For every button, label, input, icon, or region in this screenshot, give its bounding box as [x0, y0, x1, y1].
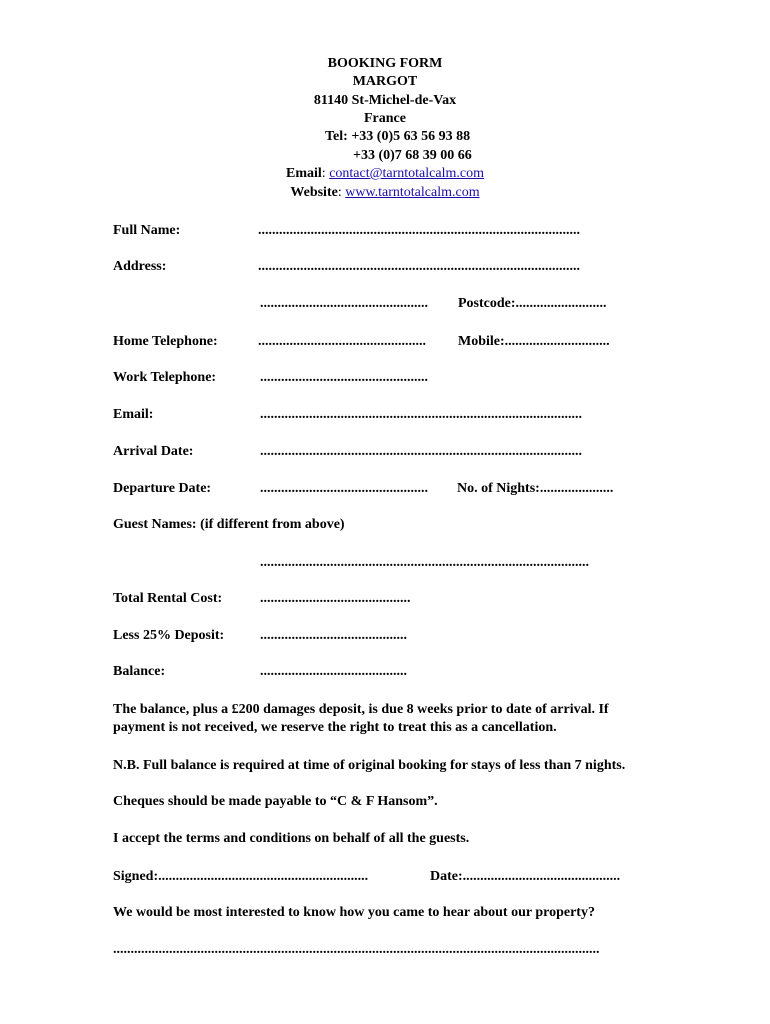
balance-terms-line-2: payment is not received, we reserve the right to treat this as a cancellation. — [113, 720, 557, 735]
arrival-date-label: Arrival Date: — [113, 444, 194, 459]
address-label: Address: — [113, 259, 167, 274]
postcode-label: Postcode: — [458, 296, 516, 311]
postcode-field[interactable]: .......................... — [515, 296, 607, 311]
date-label: Date: — [430, 869, 463, 884]
form-title: BOOKING FORM — [327, 56, 443, 71]
deposit-field[interactable]: .......................................... — [260, 628, 407, 643]
balance-field[interactable]: .......................................... — [260, 664, 407, 679]
website-label: Website — [290, 185, 338, 200]
address-field-2[interactable]: ................................................ — [260, 296, 428, 311]
property-address: 81140 St-Michel-de-Vax — [313, 93, 457, 108]
property-country: France — [364, 111, 406, 126]
mobile-group — [458, 333, 610, 351]
email-link[interactable]: contact@tarntotalcalm.com — [329, 166, 484, 181]
email-line: Email: contact@tarntotalcalm.com — [286, 166, 484, 181]
guest-names-field[interactable]: .............................................................................................. — [260, 555, 589, 570]
home-telephone-label: Home Telephone: — [113, 334, 218, 349]
nb-note: N.B. Full balance is required at time of original booking for stays of less than 7 nights. — [113, 758, 626, 773]
website-line: Website: www.tarntotalcalm.com — [290, 185, 480, 200]
telephone-1: +33 (0)5 63 56 93 88 — [351, 129, 471, 144]
total-rental-field[interactable]: ........................................... — [260, 591, 411, 606]
accept-terms-note: I accept the terms and conditions on behalf of all the guests. — [113, 831, 470, 846]
full-name-label: Full Name: — [113, 223, 181, 238]
nights-group — [457, 480, 613, 498]
telephone-2: +33 (0)7 68 39 00 66 — [353, 148, 472, 163]
arrival-date-field[interactable]: ............................................................................................ — [260, 444, 582, 459]
total-rental-label: Total Rental Cost: — [113, 591, 223, 606]
postcode-group — [458, 295, 607, 313]
property-name: MARGOT — [352, 74, 418, 89]
telephone-label: Tel: — [325, 129, 348, 144]
email-label: Email: — [113, 407, 154, 422]
cheques-note: Cheques should be made payable to “C & F Hansom”. — [113, 794, 438, 809]
balance-label: Balance: — [113, 664, 166, 679]
signed-label: Signed: — [113, 869, 159, 884]
signed-group — [113, 868, 368, 886]
email-field[interactable]: ............................................................................................ — [260, 407, 582, 422]
website-link[interactable]: www.tarntotalcalm.com — [345, 185, 480, 200]
balance-terms-line-1: The balance, plus a £200 damages deposit, is due 8 weeks prior to date of arrival. If — [113, 702, 609, 717]
departure-date-label: Departure Date: — [113, 481, 212, 496]
full-name-field[interactable]: ............................................................................................ — [258, 223, 580, 238]
date-group — [430, 868, 620, 886]
work-telephone-label: Work Telephone: — [113, 370, 217, 385]
email-header-label: Email — [286, 166, 322, 181]
survey-question: We would be most interested to know how you came to hear about our property? — [113, 905, 595, 920]
telephone-line — [325, 128, 470, 146]
address-field[interactable]: ............................................................................................ — [258, 259, 580, 274]
guest-names-label: Guest Names: (if different from above) — [113, 517, 345, 532]
survey-answer-field[interactable]: ........................................................................................................................................... — [113, 942, 600, 957]
work-telephone-field[interactable]: ................................................ — [260, 370, 428, 385]
deposit-label: Less 25% Deposit: — [113, 628, 225, 643]
signed-field[interactable]: ............................................................ — [158, 869, 369, 884]
mobile-field[interactable]: .............................. — [504, 334, 610, 349]
date-field[interactable]: ............................................. — [462, 869, 621, 884]
nights-field[interactable]: ..................... — [539, 481, 614, 496]
mobile-label: Mobile: — [458, 334, 505, 349]
nights-label: No. of Nights: — [457, 481, 540, 496]
departure-date-field[interactable]: ................................................ — [260, 481, 428, 496]
home-telephone-field[interactable]: ................................................ — [258, 334, 426, 349]
